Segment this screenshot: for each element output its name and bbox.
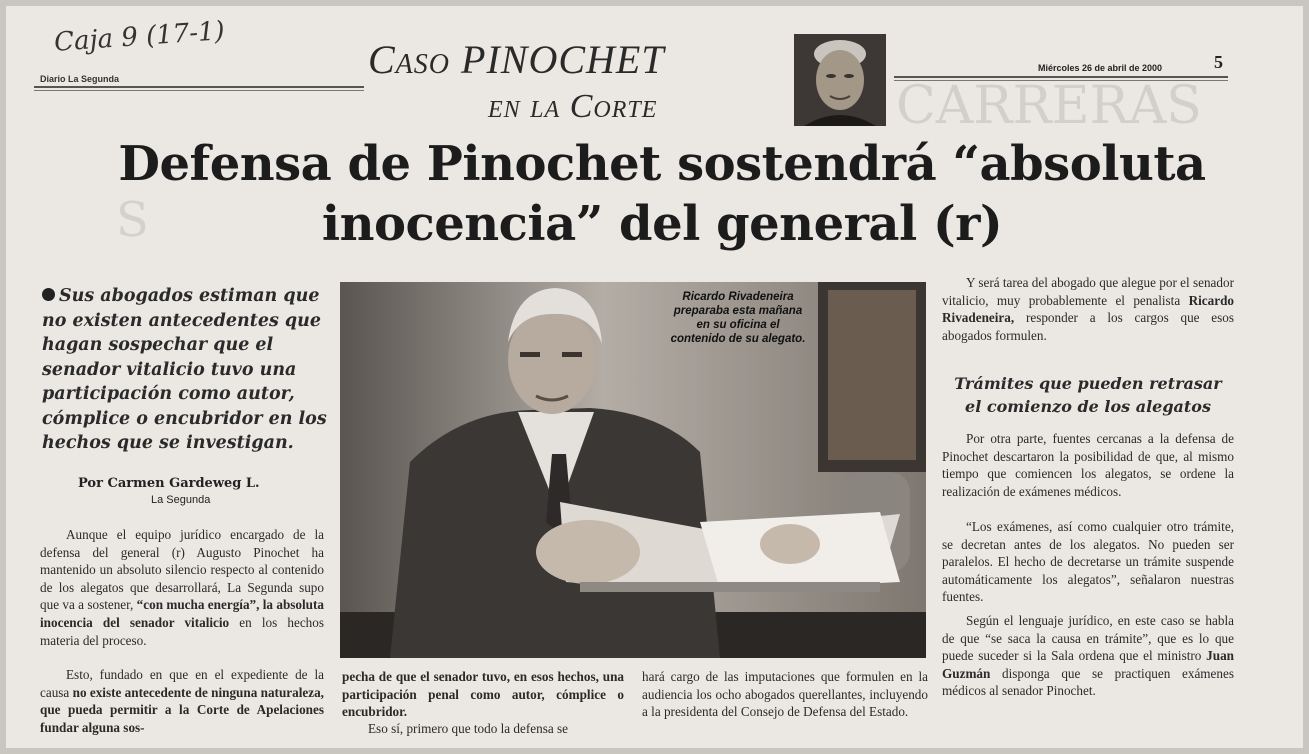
headline-line1: Defensa de Pinochet sostendrá “absoluta: [118, 136, 1206, 192]
body-paragraph: pecha de que el senador tuvo, en esos hechos, una participación penal como autor, cómplice o encubridor.: [342, 669, 624, 720]
body-paragraph: Y será tarea del abogado que alegue por el senador vitalicio, muy probablemente el penalista Ricardo Rivadeneira, responder a los cargos que esos abogados formulen.: [942, 275, 1234, 343]
byline-source: La Segunda: [151, 494, 211, 506]
section-kicker-line1: Caso PINOCHET: [368, 37, 665, 82]
article-photo: [340, 282, 926, 658]
bullet-icon: [42, 288, 55, 301]
body-paragraph: “Los exámenes, así como cualquier otro trámite, se decretan antes de los alegatos. No pueden ser paralelos. El hecho de decretarse un trámite suspende automáticamente los alegatos”, señalaron nuestras fuentes.: [942, 519, 1234, 605]
handwritten-note: Caja 9 (17-1): [53, 16, 226, 58]
body-paragraph: Aunque el equipo jurídico encargado de la defensa del general (r) Augusto Pinochet ha mantenido un absoluto silencio respecto al contenido de los alegatos que desarrollará, La Segunda supo que va a sostener, “con mucha energía”, la absoluta inocencia del senador vitalicio en los hechos materia del proceso.: [40, 527, 324, 648]
deck-summary: Sus abogados estiman que no existen antecedentes que hagan sospechar que el senador vitalicio tuvo una participación como autor, cómplice o encubridor en los hechos que se investigan.: [42, 286, 327, 453]
bleed-through-text: CARRERAS: [896, 76, 1202, 136]
header-rule-right: [894, 76, 1228, 78]
byline-author: Por Carmen Gardeweg L.: [78, 476, 260, 491]
headline: [52, 134, 1272, 254]
section-kicker-line2: en la Corte: [488, 88, 658, 125]
body-paragraph: Por otra parte, fuentes cercanas a la defensa de Pinochet descartaron la posibilidad de que, al mismo tiempo que comiencen los alegatos, se ordene la realización de exámenes médicos.: [942, 431, 1234, 499]
body-paragraph: hará cargo de las imputaciones que formulen en la audiencia los ocho abogados querellantes, incluyendo a la presidenta del Consejo de Defensa del Estado.: [642, 669, 928, 720]
bleed-through-text: S: [116, 192, 149, 248]
newspaper-name: Diario La Segunda: [40, 74, 120, 84]
photo-caption: Ricardo Rivadeneira preparaba esta mañana en su oficina el contenido de su alegato.: [670, 291, 806, 345]
header-rule-right-thin: [894, 80, 1228, 81]
body-paragraph: Según el lenguaje jurídico, en este caso se habla de que “se saca la causa en trámite”, que es lo que puede suceder si la Sala ordena que el ministro Juan Guzmán disponga que se practiquen exámenes médicos al senador Pinochet.: [942, 613, 1234, 699]
header-rule-left: [34, 86, 364, 88]
headline-line2: inocencia” del general (r): [321, 196, 1003, 252]
header-rule-left-thin: [34, 90, 364, 91]
body-paragraph: Esto, fundado en que en el expediente de la causa no existe antecedente de ninguna naturaleza, que pueda permitir a la Corte de Apelaciones fundar alguna sos-: [40, 667, 324, 735]
page-number: 5: [1214, 52, 1223, 72]
newspaper-clipping: [6, 6, 1303, 748]
subheading: Trámites que pueden retrasar el comienzo de los alegatos: [954, 374, 1222, 416]
portrait-photo: [794, 34, 886, 126]
publication-date: Miércoles 26 de abril de 2000: [1038, 63, 1163, 73]
body-paragraph: Eso sí, primero que todo la defensa se: [368, 721, 568, 736]
